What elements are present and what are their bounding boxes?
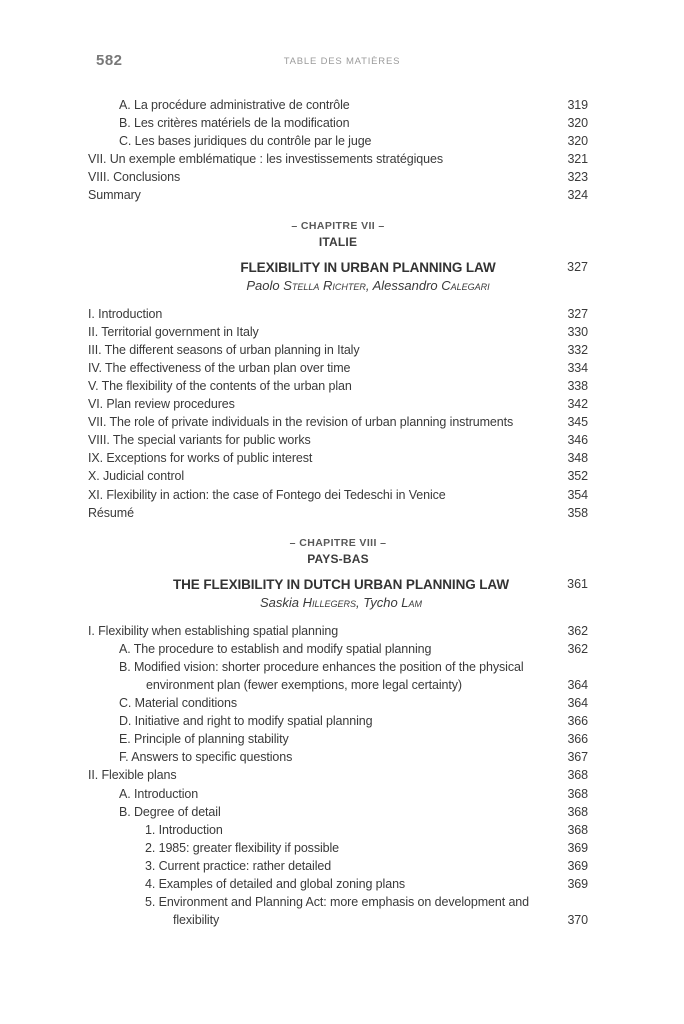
toc-entry-line: VI. Plan review procedures <box>88 397 235 412</box>
toc-section <box>88 220 588 522</box>
toc-entry-page: 364 <box>567 677 588 692</box>
toc-entry-page: 348 <box>567 451 588 466</box>
toc-entry-page: 321 <box>567 152 588 167</box>
toc-entry-line: VII. The role of private individuals in the revision of urban planning instruments <box>88 415 514 430</box>
toc-entry-line: V. The flexibility of the contents of the urban plan <box>88 378 352 393</box>
toc-entry <box>88 186 588 204</box>
toc-entry <box>88 449 588 467</box>
toc-entry-label <box>88 839 554 857</box>
toc-entry-page: 362 <box>567 623 588 638</box>
toc-entry-list <box>88 96 588 205</box>
toc-entry-line: 1. Introduction <box>145 822 223 837</box>
toc-entry-label <box>88 640 554 658</box>
toc-entry <box>88 766 588 784</box>
toc-entry-page: 342 <box>567 397 588 412</box>
toc-entry <box>88 377 588 395</box>
author-name: Saskia <box>259 594 303 610</box>
toc-entry-line: C. Material conditions <box>119 696 237 711</box>
author-surname: Lam <box>401 594 423 610</box>
toc-entry-label <box>88 449 554 467</box>
toc-entry <box>88 413 588 431</box>
toc-entry <box>88 431 588 449</box>
toc-entry-list <box>88 305 588 522</box>
toc-entry-page: 368 <box>567 822 588 837</box>
toc-entry <box>88 150 588 168</box>
toc-section <box>88 537 588 930</box>
toc-entry <box>88 712 588 730</box>
toc-entry-label <box>88 821 554 839</box>
toc-entry <box>88 730 588 748</box>
toc-entry <box>88 486 588 504</box>
chapter-title-row <box>88 260 588 275</box>
toc-entry-label <box>88 658 554 694</box>
toc-entry-line: X. Judicial control <box>88 469 185 484</box>
toc-entry-line: F. Answers to specific questions <box>119 750 293 765</box>
toc-entry-line: II. Territorial government in Italy <box>88 324 259 339</box>
toc-entry-page: 330 <box>567 324 588 339</box>
toc-entry <box>88 305 588 323</box>
toc-entry-line: Résumé <box>88 505 134 520</box>
toc-entry-line: B. Modified vision: shorter procedure enhances the position of the physical <box>119 659 524 674</box>
toc-entry <box>88 785 588 803</box>
toc-entry <box>88 875 588 893</box>
toc-entry-label <box>88 359 554 377</box>
chapter-country: ITALIE <box>318 234 358 249</box>
toc-entry-line: VII. Un exemple emblématique : les investissements stratégiques <box>88 152 443 167</box>
toc-entry-line: XI. Flexibility in action: the case of Fontego dei Tedeschi in Venice <box>88 487 446 502</box>
toc-entry-page: 352 <box>567 469 588 484</box>
toc-entry-label <box>88 785 554 803</box>
author-name: , Alessandro <box>365 277 442 293</box>
toc-entry-list <box>88 622 588 930</box>
folio-page-number: 582 <box>96 52 123 69</box>
toc-entry-line: B. Les critères matériels de la modification <box>119 116 350 131</box>
toc-entry <box>88 640 588 658</box>
toc-entry <box>88 132 588 150</box>
toc-entry-page: 332 <box>567 342 588 357</box>
toc-entry-page: 346 <box>567 433 588 448</box>
toc-entry <box>88 694 588 712</box>
toc-entry-label <box>88 694 554 712</box>
toc-entry-label <box>88 504 554 522</box>
author-surname: Calegari <box>441 277 490 293</box>
toc-entry-page: 338 <box>567 378 588 393</box>
toc-entry-line: Summary <box>88 188 141 203</box>
toc-entry-line: A. The procedure to establish and modify spatial planning <box>119 641 432 656</box>
toc-entry-page: 366 <box>567 732 588 747</box>
toc-entry <box>88 467 588 485</box>
toc-entry <box>88 341 588 359</box>
toc-entry-label <box>88 305 554 323</box>
toc-entry-page: 362 <box>567 641 588 656</box>
toc-entry-label <box>88 377 554 395</box>
toc-entry-page: 320 <box>567 134 588 149</box>
toc-entry-line: 5. Environment and Planning Act: more emphasis on development and <box>145 895 530 910</box>
toc-entry <box>88 748 588 766</box>
toc-entry-page: 345 <box>567 415 588 430</box>
author-name: , Tycho <box>356 594 402 610</box>
toc-entry <box>88 893 588 929</box>
toc-entry-label <box>88 395 554 413</box>
toc-entry <box>88 359 588 377</box>
chapter-label: – CHAPITRE VII – <box>291 219 385 232</box>
toc-entry-page: 327 <box>567 306 588 321</box>
toc-entry-line: flexibility <box>173 913 220 928</box>
author-name: Paolo <box>246 277 284 293</box>
toc-entry-line: VIII. The special variants for public works <box>88 433 311 448</box>
toc-entry <box>88 114 588 132</box>
toc-entry-line: B. Degree of detail <box>119 804 221 819</box>
toc-entry-label <box>88 803 554 821</box>
chapter-country: PAYS-BAS <box>307 551 369 566</box>
author-surname: Stella Richter <box>283 277 366 293</box>
toc-entry <box>88 504 588 522</box>
toc-entry-page: 368 <box>567 804 588 819</box>
toc-entry-label <box>88 323 554 341</box>
chapter-title-page: 361 <box>567 576 588 591</box>
toc-entry <box>88 803 588 821</box>
toc-entry-line: environment plan (fewer exemptions, more legal certainty) <box>146 677 462 692</box>
toc-entry-page: 319 <box>567 98 588 112</box>
toc-entry-line: 4. Examples of detailed and global zoning plans <box>145 877 406 891</box>
toc-entry-label <box>88 712 554 730</box>
toc-entry-label <box>88 132 554 150</box>
chapter-heading <box>88 220 588 293</box>
toc-entry <box>88 168 588 186</box>
toc-entry-label <box>88 730 554 748</box>
chapter-authors <box>91 595 591 610</box>
toc-entry <box>88 96 588 114</box>
toc-entry <box>88 658 588 694</box>
toc-entry-page: 370 <box>567 913 588 928</box>
toc-entry-line: 2. 1985: greater flexibility if possible <box>145 840 340 855</box>
toc-entry <box>88 622 588 640</box>
toc-entry-label <box>88 150 554 168</box>
toc-entry-label <box>88 486 554 504</box>
toc-entry-line: 3. Current practice: rather detailed <box>145 858 332 873</box>
toc-entry-line: IV. The effectiveness of the urban plan over time <box>88 360 351 375</box>
toc-entry-line: I. Flexibility when establishing spatial planning <box>88 623 339 638</box>
running-header-title: TABLE DES MATIÈRES <box>283 56 401 67</box>
toc-section <box>88 96 588 205</box>
chapter-label: – CHAPITRE VIII – <box>289 536 387 549</box>
toc-entry-label <box>88 186 554 204</box>
toc-entry-page: 368 <box>567 768 588 783</box>
toc-entry-label <box>88 168 554 186</box>
toc-entry <box>88 821 588 839</box>
toc-entry-page: 369 <box>567 840 588 855</box>
toc-entry-label <box>88 413 554 431</box>
toc-entry-page: 320 <box>567 116 588 131</box>
toc-entry-page: 324 <box>567 188 588 203</box>
chapter-title: FLEXIBILITY IN URBAN PLANNING LAW <box>240 259 496 275</box>
toc-entry-label <box>88 893 554 929</box>
toc-entry-page: 364 <box>567 696 588 711</box>
toc-entry-label <box>88 748 554 766</box>
toc-entry <box>88 395 588 413</box>
toc-entry-page: 369 <box>567 877 588 891</box>
toc-entry <box>88 839 588 857</box>
toc-entry-line: C. Les bases juridiques du contrôle par le juge <box>119 134 372 149</box>
toc-entry-line: III. The different seasons of urban planning in Italy <box>88 342 360 357</box>
toc-entry-line: VIII. Conclusions <box>88 170 181 185</box>
toc-entry-label <box>88 114 554 132</box>
toc-entry <box>88 857 588 875</box>
toc-entry-label <box>88 766 554 784</box>
author-surname: Hillegers <box>302 594 357 610</box>
toc-entry-page: 358 <box>567 505 588 520</box>
chapter-title-page: 327 <box>567 259 588 274</box>
toc-entry-page: 367 <box>567 750 588 765</box>
toc-entry-page: 369 <box>567 858 588 873</box>
toc-entry-page: 366 <box>567 714 588 729</box>
chapter-title: THE FLEXIBILITY IN DUTCH URBAN PLANNING LAW <box>173 576 509 592</box>
toc-entry-line: II. Flexible plans <box>88 768 177 783</box>
toc-entry <box>88 323 588 341</box>
toc-entry-page: 334 <box>567 360 588 375</box>
toc-entry-label <box>88 875 554 893</box>
toc-entry-page: 323 <box>567 170 588 185</box>
toc-entry-line: IX. Exceptions for works of public interest <box>88 451 313 466</box>
chapter-authors <box>118 278 618 293</box>
toc-entry-label <box>88 622 554 640</box>
toc-entry-label <box>88 431 554 449</box>
chapter-title-row <box>88 577 588 592</box>
chapter-heading <box>88 537 588 610</box>
toc-entry-line: D. Initiative and right to modify spatial planning <box>119 714 373 729</box>
toc-entry-page: 354 <box>567 487 588 502</box>
toc-entry-label <box>88 341 554 359</box>
toc-entry-label <box>88 467 554 485</box>
toc-entry-line: A. Introduction <box>119 786 199 801</box>
running-header <box>0 52 684 72</box>
toc-entry-page: 368 <box>567 786 588 801</box>
toc-entry-label <box>88 857 554 875</box>
toc-entry-line: E. Principle of planning stability <box>119 732 289 747</box>
toc-entry-line: A. La procédure administrative de contrôle <box>119 98 350 112</box>
toc-content <box>88 96 588 929</box>
toc-entry-line: I. Introduction <box>88 306 163 321</box>
toc-entry-label <box>88 96 554 114</box>
